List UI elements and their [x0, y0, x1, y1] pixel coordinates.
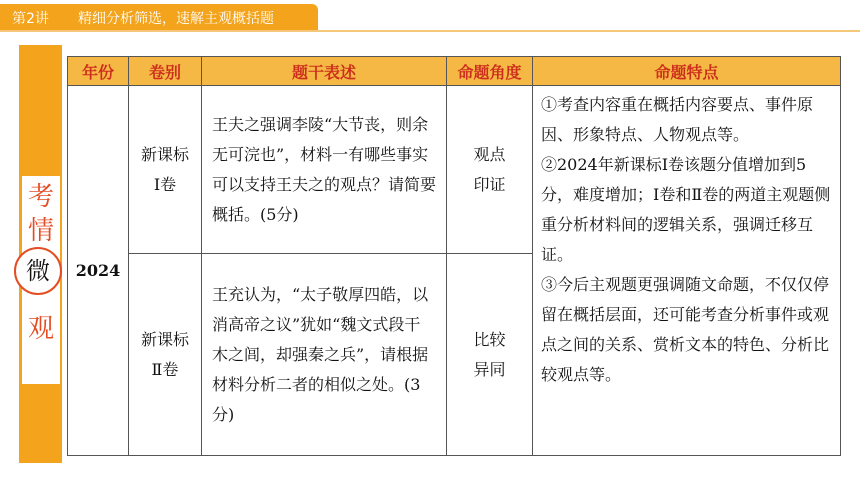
feature-item: ①考查内容重在概括内容要点、事件原因、形象特点、人物观点等。: [541, 95, 814, 144]
header-bar: [0, 0, 860, 34]
feature-item: ②2024年新课标Ⅰ卷该题分值增加到5分，难度增加；Ⅰ卷和Ⅱ卷的两道主观题侧重分析材料间的逻辑关系，强调迁移互证。: [541, 155, 831, 264]
sidebar-char-2: 情: [27, 216, 54, 246]
lecture-title: 精细分析筛选，速解主观概括题: [78, 11, 274, 27]
feature-item: ③今后主观题更强调随文命题，不仅仅停留在概括层面，还可能考查分析事件或观点之间的关系、赏析文本的特色、分析比较观点等。: [541, 275, 830, 384]
angle-cell: 观点 印证: [447, 86, 533, 254]
sidebar-char-4: 观: [27, 314, 54, 344]
header-year: 年份: [68, 57, 129, 86]
header-stem: 题干表述: [202, 57, 447, 86]
sidebar-char-1: 考: [27, 182, 54, 212]
angle-cell: 比较 异同: [447, 254, 533, 456]
header-angle: 命题角度: [447, 57, 533, 86]
paper-cell: 新课标 Ⅰ卷: [129, 86, 202, 254]
header-features: 命题特点: [533, 57, 841, 86]
header-tab: [0, 4, 318, 30]
stem-cell: 王夫之强调李陵“大节丧，则余无可浣也”，材料一有哪些事实可以支持王夫之的观点？请简要概括。(5分): [202, 86, 447, 254]
paper-cell: 新课标 Ⅱ卷: [129, 254, 202, 456]
features-cell: [533, 86, 841, 456]
exam-analysis-table: [67, 56, 841, 456]
stem-cell: 王充认为，“太子敬厚四皓，以消高帝之议”犹如“魏文式段干木之闾，却强秦之兵”，请根据材料分析二者的相似之处。(3分): [202, 254, 447, 456]
header-paper: 卷别: [129, 57, 202, 86]
sidebar-circle-char: 微: [14, 247, 62, 295]
table-header-row: [68, 57, 841, 86]
table-row: [68, 86, 841, 254]
year-cell: 2024: [68, 86, 129, 456]
lecture-label: 第2讲: [12, 11, 49, 27]
header-divider: [0, 30, 860, 32]
